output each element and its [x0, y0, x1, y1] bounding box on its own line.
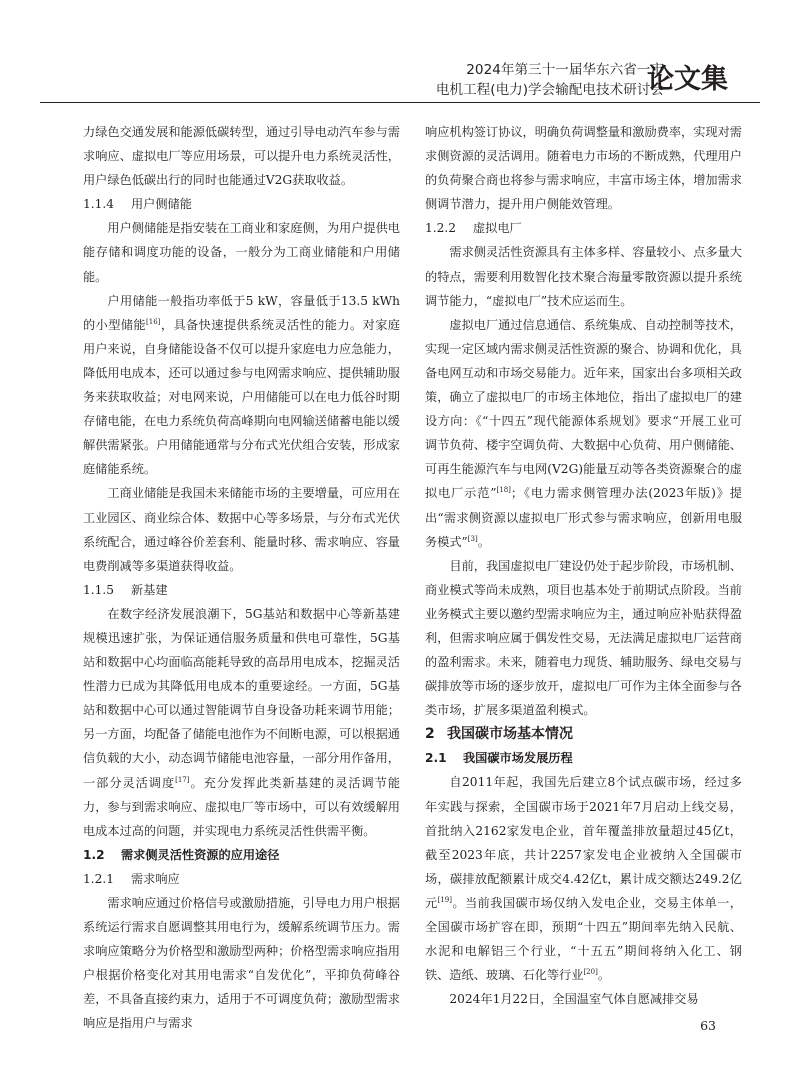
citation-ref: [19] [437, 895, 452, 904]
paragraph: 需求侧灵活性资源具有主体多样、容量较小、点多量大的特点，需要利用数智化技术聚合海量零散资源以提升系统调节能力，“虚拟电厂”技术应运而生。 [425, 245, 742, 308]
section-heading-1-2-2 [425, 216, 742, 240]
paragraph: 响应机构签订协议，明确负荷调整量和激励费率，实现对需求侧资源的灵活调用。随着电力市场的不断成熟，代理用户的负荷聚合商也将参与需求响应，丰富市场主体，增加需求侧调节潜力，提升用户侧能效管理。 [425, 125, 742, 212]
paragraph-text: 虚拟电厂通过信息通信、系统集成、自动控制等技术，实现一定区域内需求侧灵活性资源的聚合、协调和优化，具备电网互动和市场交易能力。近年来，国家出台多项相关政策，确立了虚拟电厂的市场主体地位，指出了虚拟电厂的建设方向：《“十四五”现代能源体系规划》要求“开展工业可调节负荷、楼宇空调负荷、大数据中心负荷、用户侧储能、可再生能源汽车与电网(V2G)能量互动等各类资源聚合的虚拟电厂示范” [425, 317, 742, 501]
conference-title-line1: 2024年第三十一届华东六省一市 [466, 62, 664, 78]
paragraph: 力绿色交通发展和能源低碳转型，通过引导电动汽车参与需求响应、虚拟电厂等应用场景，可以提升电力系统灵活性，用户绿色低碳出行的同时也能通过V2G获取收益。 [83, 125, 400, 188]
section-number: 1.2.2 [425, 221, 457, 236]
section-title: 用户侧储能 [131, 197, 192, 212]
paragraph-text: 。充分发挥此类新基建的灵活调节能力，参与到需求响应、虚拟电厂等市场中，可以有效缓解用电成本过高的问题，并实现电力系统灵活性供需平衡。 [83, 775, 401, 838]
section-number: 2.1 [425, 751, 447, 766]
section-title: 需求侧灵活性资源的应用途径 [121, 847, 280, 862]
section-heading-1-1-4 [83, 192, 400, 216]
paragraph-text: 在数字经济发展浪潮下，5G基站和数据中心等新基建规模迅速扩张，为保证通信服务质量和供电可靠性，5G基站和数据中心均面临高能耗导致的高昂用电成本，挖掘灵活性潜力已成为其降低用电成本的重要途经。一方面，5G基站和数据中心可以通过智能调节自身设备功耗来调节用能；另一方面，均配备了储能电池作为不间断电源，可以根据通信负载的大小，动态调节储能电池容量，一部分用作备用，一部分灵活调度 [83, 606, 400, 790]
paragraph: 工商业储能是我国未来储能市场的主要增量，可应用在工业园区、商业综合体、数据中心等多场景，与分布式光伏系统配合，通过峰谷价差套利、能量时移、需求响应、容量电费削减等多渠道获得收益。 [83, 486, 400, 573]
paragraph [425, 770, 742, 987]
section-heading-1-2-1 [83, 867, 400, 891]
section-title: 新基建 [131, 582, 168, 597]
paragraph: 用户侧储能是指安装在工商业和家庭侧，为用户提供电能存储和调度功能的设备，一般分为工商业储能和户用储能。 [83, 221, 400, 284]
section-number: 2 [425, 726, 435, 743]
left-column [83, 120, 400, 1036]
paragraph-text: 。 [477, 534, 490, 549]
citation-ref: [16] [146, 317, 161, 326]
section-title: 我国碳市场基本情况 [447, 726, 573, 743]
section-number: 1.2.1 [83, 871, 115, 886]
section-title: 我国碳市场发展历程 [463, 751, 573, 766]
paragraph [83, 602, 400, 843]
paragraph: 需求响应通过价格信号或激励措施，引导电力用户根据系统运行需求自愿调整其用电行为，缓解系统调节压力。需求响应策略分为价格型和激励型两种；价格型需求响应指用户根据价格变化对其用电需求“自发优化”，平抑负荷峰谷差，不具备直接约束力，适用于不可调度负荷；激励型需求响应是指用户与需求 [83, 896, 400, 1031]
paragraph-text: 。 [597, 968, 610, 983]
paragraph-text: ，具备快速提供系统灵活性的能力。对家庭用户来说，自身储能设备不仅可以提升家庭电力应急能力，降低用电成本，还可以通过参与电网需求响应、提供辅助服务来获取收益；对电网来说，户用储能可以在电力低谷时期存储电能，在电力系统负荷高峰期向电网输送储蓄电能以缓解供需紧张。户用储能通常与分布式光伏组合安装，形成家庭储能系统。 [83, 317, 400, 477]
right-column [425, 120, 742, 1011]
section-heading-2 [425, 722, 742, 746]
page-number: 63 [700, 1018, 716, 1033]
paragraph [83, 289, 400, 482]
citation-ref: [18] [496, 486, 511, 495]
conference-title-line2: 电机工程(电力)学会输配电技术研讨会 [435, 82, 664, 98]
citation-ref: [20] [583, 968, 598, 977]
paragraph-text: 。当前我国碳市场仅纳入发电企业，交易主体单一，全国碳市场扩容在即，预期“十四五”期间率先纳入民航、水泥和电解铝三个行业，“十五五”期间将纳入化工、钢铁、造纸、玻璃、石化等行业 [425, 895, 742, 983]
citation-ref: [3] [467, 534, 478, 543]
section-number: 1.1.4 [83, 197, 115, 212]
header-rule [40, 102, 760, 103]
citation-ref: [17] [175, 775, 190, 784]
section-number: 1.1.5 [83, 582, 115, 597]
paragraph-text: 户用储能一般指功率低于5 kW，容量低于13.5 kWh的小型储能 [83, 293, 400, 332]
paragraph-text: ；《电力需求侧管理办法(2023年版)》提出“需求侧资源以虚拟电厂形式参与需求响应，创新用电服务模式” [425, 486, 742, 549]
paragraph: 目前，我国虚拟电厂建设仍处于起步阶段，市场机制、商业模式等尚未成熟，项目也基本处于前期试点阶段。当前业务模式主要以邀约型需求响应为主，通过响应补贴获得盈利，但需求响应属于偶发性交易，无法满足虚拟电厂运营商的盈利需求。未来，随着电力现货、辅助服务、绿电交易与碳排放等市场的逐步放开，虚拟电厂可作为主体全面参与各类市场，扩展多渠道盈利模式。 [425, 558, 742, 718]
paragraph: 2024年1月22日，全国温室气体自愿减排交易 [449, 992, 699, 1007]
section-heading-1-2 [83, 843, 400, 867]
conference-title [436, 60, 664, 100]
running-header [40, 56, 728, 104]
proceedings-label: 论文集 [647, 64, 728, 95]
section-number: 1.2 [83, 847, 105, 862]
section-heading-2-1 [425, 746, 742, 770]
section-title: 需求响应 [131, 871, 180, 886]
section-title: 虚拟电厂 [473, 221, 522, 236]
section-heading-1-1-5 [83, 578, 400, 602]
paragraph-text: 自2011年起，我国先后建立8个试点碳市场，经过多年实践与探索，全国碳市场于2021年7月启动上线交易，首批纳入2162家发电企业，首年覆盖排放量超过45亿t，截至2023年底，共计2257家发电企业被纳入全国碳市场，碳排放配额累计成交4.42亿t，累计成交额达249.2亿元 [425, 775, 742, 910]
paragraph [425, 313, 742, 554]
